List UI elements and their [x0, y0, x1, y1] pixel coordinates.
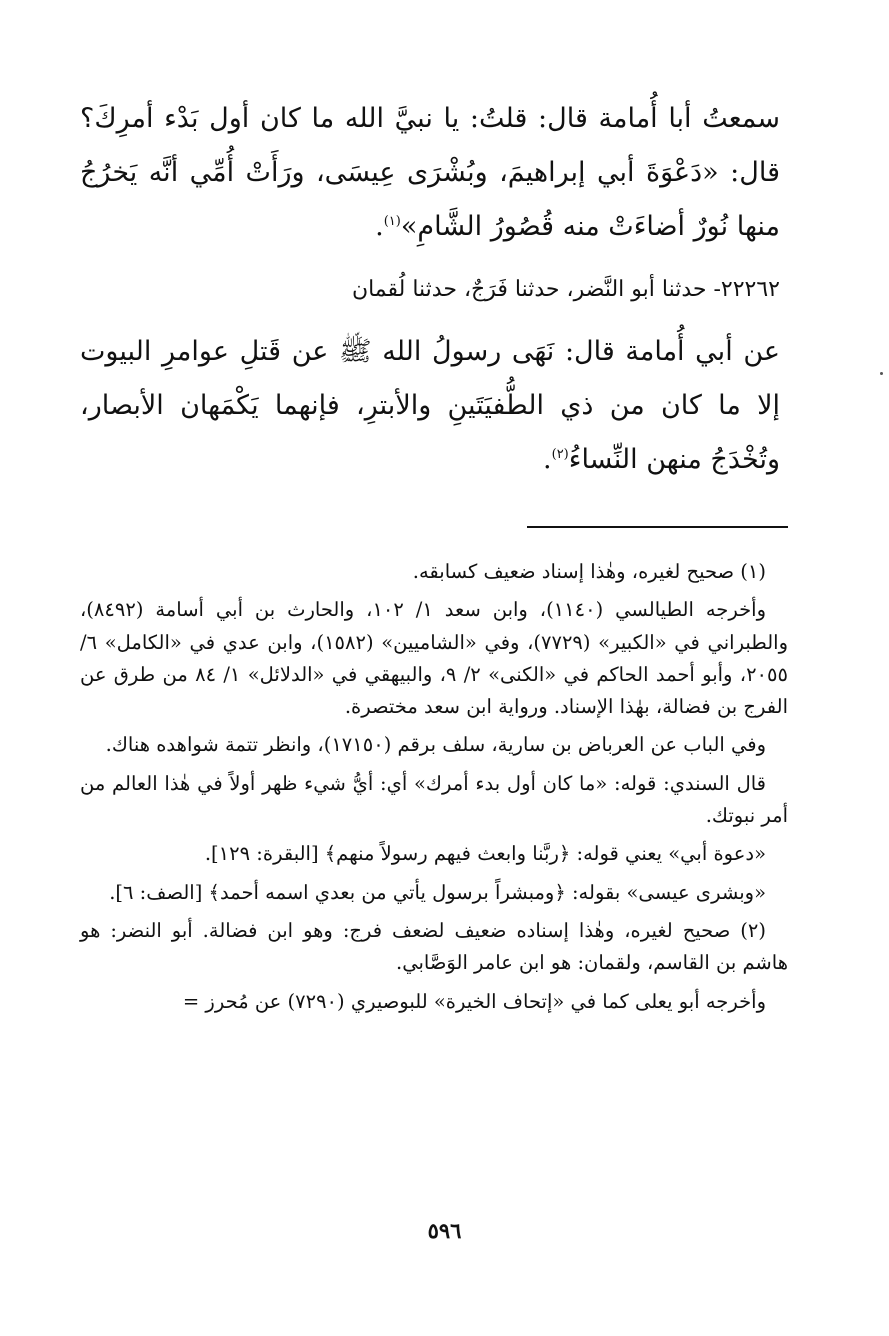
footnote-marker-2: (٢) — [551, 447, 569, 462]
main-paragraph-1 — [80, 92, 780, 260]
hadith-chain-line: ٢٢٢٦٢- حدثنا أبو النَّضر، حدثنا فَرَجٌ، حدثنا لُقمان — [351, 277, 780, 302]
main-paragraph-3 — [80, 325, 780, 485]
main-paragraph-3-end: . — [543, 444, 552, 475]
footnote-1-sources: وأخرجه الطيالسي (١١٤٠)، وابن سعد ١/ ١٠٢، والحارث بن أبي أسامة (٨٤٩٢)، والطبراني في «الكبير» (٧٧٢٩)، وفي «الشاميين» (١٥٨٢)، وابن عدي في «الكامل» ٦/ ٢٠٥٥، وأبو أحمد الحاكم في «الكنى» ٢/ ٩، والبيهقي في «الدلائل» ١/ ٨٤ من طرق عن الفرج بن فضالة، بهٰذا الإسناد. ورواية ابن سعد مختصرة. — [80, 598, 789, 719]
page-number: ٥٩٦ — [427, 1218, 462, 1243]
footnote-marker-1: (١) — [383, 214, 401, 229]
main-paragraph-1-text: سمعتُ أبا أُمامة قال: قلتُ: يا نبيَّ الله ما كان أول بَدْء أمرِكَ؟ قال: «دَعْوَةَ أبي إبراهيمَ، وبُشْرَى عِيسَى، ورَأَتْ أُمِّي أنَّه يَخرُجُ منها نُورٌ أضاءَتْ منه قُصُورُ الشَّامِ» — [80, 103, 780, 242]
footnote-1-heading: (١) صحيح لغيره، وهٰذا إسناد ضعيف كسابقه. — [412, 560, 766, 583]
footnotes-section — [80, 556, 788, 1024]
footnote-1-sindi-comment: قال السندي: قوله: «ما كان أول بدء أمرك» أي: أيُّ شيء ظهر أولاً في هٰذا العالم من أمر نبوتك. — [80, 771, 788, 828]
footnote-2-sources: وأخرجه أبو يعلى كما في «إتحاف الخيرة» للبوصيري (٧٢٩٠) عن مُحرز = — [182, 989, 766, 1013]
main-paragraph-3-text: عن أبي أُمامة قال: نَهَى رسولُ الله ﷺ عن قَتلِ عوامرِ البيوت إلا ما كان من ذي الطُّفيَتَينِ والأبترِ، فإنهما يَكْمَهان الأبصار، وتُخْدَجُ منهن النِّساءُ — [80, 336, 780, 475]
main-paragraph-1-end: . — [375, 211, 384, 242]
margin-mark — [880, 372, 883, 375]
footnote-1-dawa-comment: «دعوة أبي» يعني قوله: ﴿ربَّنا وابعث فيهم رسولاً منهم﴾ [البقرة: ١٢٩]. — [204, 842, 766, 866]
footnote-2-heading: (٢) صحيح لغيره، وهٰذا إسناده ضعيف لضعف فرج: وهو ابن فضالة. أبو النضر: هو هاشم بن القاسم، ولقمان: هو ابن عامر الوَصَّابي. — [80, 918, 788, 975]
footnote-1-bushra-comment: «وبشرى عيسى» بقوله: ﴿ومبشراً برسول يأتي من بعدي اسمه أحمد﴾ [الصف: ٦]. — [109, 880, 766, 904]
footnote-1-witnesses: وفي الباب عن العرباض بن سارية، سلف برقم (١٧١٥٠)، وانظر تتمة شواهده هناك. — [105, 733, 766, 757]
footnote-separator — [527, 526, 788, 528]
